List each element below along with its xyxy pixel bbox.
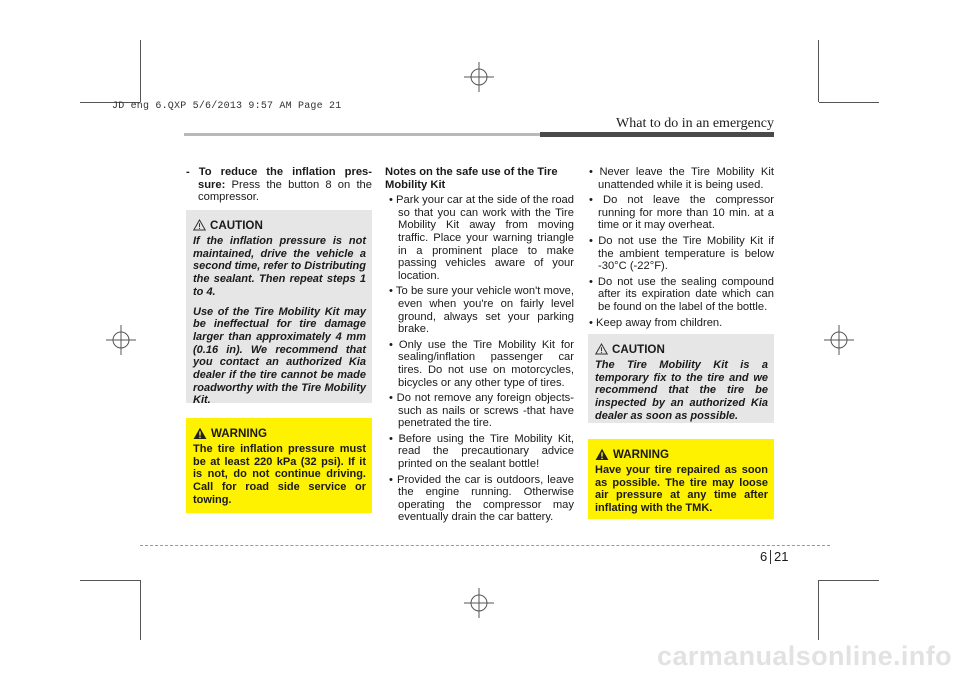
notes-heading: Notes on the safe use of the Tire Mobility Kit bbox=[385, 166, 558, 191]
warning-header bbox=[193, 425, 366, 441]
column-1 bbox=[186, 166, 372, 204]
warning-box bbox=[588, 439, 774, 519]
list-item: • Park your car at the side of the road so that you can work with the Tire Mobility Kit away from moving traffic. Place your warning triangle in a prominent place to make passing vehicles aware of your location. bbox=[389, 194, 574, 282]
list-item: • Do not remove any foreign objects- such as nails or screws -that have penetrated the tire. bbox=[389, 392, 574, 430]
warning-header bbox=[595, 446, 768, 462]
list-item: • Before using the Tire Mobility Kit, read the precautionary advice printed on the sealant bottle! bbox=[389, 432, 574, 471]
caution-paragraph: Use of the Tire Mobility Kit may be ineffectual for tire damage larger than approximately 4 mm (0.16 in). We recommend that you contact an authorized Kia dealer if the tire cannot be made roadworthy with the Tire Mobility Kit. bbox=[193, 305, 366, 407]
caution-body: The Tire Mobility Kit is a temporary fix to the tire and we recommend that the tire be inspected by an authorized Kia dealer as soon as possible. bbox=[595, 359, 768, 422]
column-3 bbox=[585, 166, 774, 332]
registration-mark-icon bbox=[824, 325, 854, 355]
registration-mark-icon bbox=[464, 62, 494, 92]
header-rule-accent bbox=[540, 132, 774, 137]
crop-mark bbox=[818, 580, 819, 640]
crop-mark bbox=[140, 40, 141, 102]
crop-mark bbox=[140, 580, 141, 640]
caution-body bbox=[193, 235, 366, 407]
registration-mark-icon bbox=[464, 588, 494, 618]
list-item: • Never leave the Tire Mobility Kit unattended while it is being used. bbox=[589, 166, 774, 191]
list-item: • Keep away from children. bbox=[589, 316, 723, 329]
footer-rule bbox=[140, 545, 830, 546]
caution-label: CAUTION bbox=[612, 342, 665, 356]
section-title: What to do in an emergency bbox=[616, 116, 774, 131]
warning-label: WARNING bbox=[211, 426, 268, 440]
list-item: • Provided the car is outdoors, leave the engine running. Otherwise operating the compressor may eventually drain the car battery. bbox=[389, 473, 574, 524]
warning-body: Have your tire repaired as soon as possible. The tire may loose air pressure at any time after inflating with the TMK. bbox=[595, 464, 768, 515]
caution-box bbox=[588, 334, 774, 423]
caution-header bbox=[595, 341, 768, 357]
registration-mark-icon bbox=[106, 325, 136, 355]
inflation-step: - To reduce the inflation pres- sure: Press the button 8 on the compressor. bbox=[186, 166, 372, 204]
crop-mark bbox=[80, 580, 140, 581]
warning-triangle-icon bbox=[193, 427, 207, 440]
warning-label: WARNING bbox=[613, 447, 670, 461]
caution-label: CAUTION bbox=[210, 218, 263, 232]
watermark: carmanualsonline.info bbox=[657, 641, 952, 671]
crop-mark bbox=[819, 102, 879, 103]
caution-header bbox=[193, 217, 366, 233]
page-number-separator bbox=[770, 550, 771, 564]
caution-triangle-icon bbox=[193, 219, 206, 231]
caution-triangle-icon bbox=[595, 343, 608, 355]
column-2 bbox=[385, 166, 574, 527]
warning-triangle-icon bbox=[595, 448, 609, 461]
crop-mark bbox=[819, 580, 879, 581]
page-number: 21 bbox=[774, 549, 789, 564]
crop-mark bbox=[818, 40, 819, 102]
caution-paragraph: If the inflation pressure is not maintained, drive the vehicle a second time, refer to Distributing the sealant. Then repeat steps 1 to 4. bbox=[193, 235, 366, 298]
chapter-number: 6 bbox=[760, 549, 768, 564]
caution-box bbox=[186, 210, 372, 407]
list-item: • Do not use the Tire Mobility Kit if the ambient temperature is below -30°C (-22°F). bbox=[589, 234, 774, 273]
print-slug: JD eng 6.QXP 5/6/2013 9:57 AM Page 21 bbox=[112, 101, 342, 112]
list-item: • Do not use the sealing compound after its expiration date which can be found on the label of the bottle. bbox=[589, 275, 774, 313]
warning-box bbox=[186, 418, 372, 513]
warning-body: The tire inflation pressure must be at least 220 kPa (32 psi). If it is not, do not continue driving. Call for road side service or towing. bbox=[193, 443, 366, 506]
list-item: • Do not leave the compressor running for more than 10 min. at a time or it may overheat. bbox=[589, 194, 774, 232]
list-item: • Only use the Tire Mobility Kit for sealing/inflation passenger car tires. Do not use on motorcycles, bicycles or any other type of tires. bbox=[389, 338, 574, 389]
list-item: • To be sure your vehicle won't move, even when you're on fairly level ground, always set your parking brake. bbox=[389, 285, 574, 336]
